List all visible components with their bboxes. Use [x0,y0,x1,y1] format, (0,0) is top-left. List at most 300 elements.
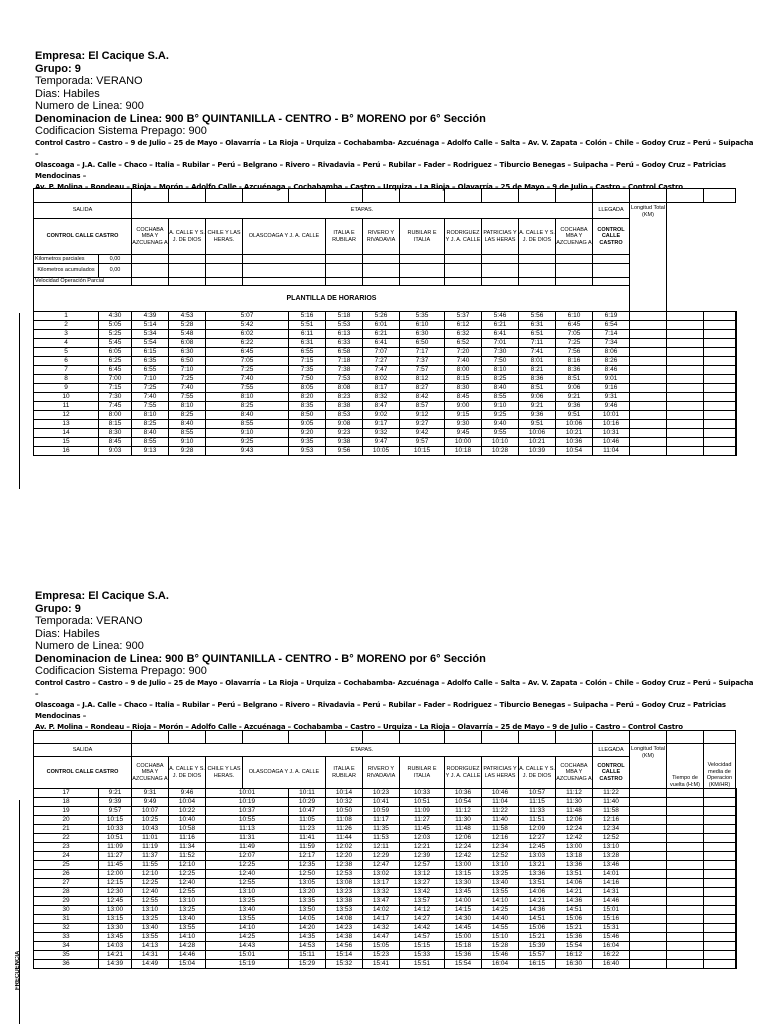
stop-header: CHILE Y LAS HERAS. [206,757,243,789]
time-cell: 13:53 [326,906,363,915]
time-cell: 14:01 [593,870,630,879]
time-cell: 12:52 [593,834,630,843]
time-cell: 9:21 [556,393,593,402]
empty-cell [667,951,704,960]
time-cell: 12:42 [556,834,593,843]
time-cell: 12:55 [169,888,206,897]
time-cell: 6:45 [99,366,132,375]
time-cell: 10:10 [482,438,519,447]
time-cell: 16:22 [593,951,630,960]
time-cell: 9:17 [363,420,400,429]
time-cell: 15:05 [363,942,400,951]
stop-header: COCHABA MBA Y AZCUENAG A [556,219,593,255]
time-cell: 7:15 [289,357,326,366]
time-cell: 7:05 [556,330,593,339]
empty-cell [704,366,736,375]
time-cell: 7:27 [363,357,400,366]
time-cell: 8:25 [132,420,169,429]
time-cell: 14:06 [519,888,556,897]
empty-cell [736,852,737,861]
time-cell: 9:28 [169,447,206,456]
time-cell: 10:06 [556,420,593,429]
time-cell: 12:00 [99,870,132,879]
empty-cell [667,942,704,951]
time-cell: 15:16 [593,915,630,924]
time-cell: 7:25 [169,375,206,384]
row-number: 21 [34,825,99,834]
time-cell: 10:18 [445,447,482,456]
time-cell: 12:20 [326,852,363,861]
time-cell: 8:38 [326,402,363,411]
time-cell: 5:26 [363,312,400,321]
time-cell: 9:51 [519,420,556,429]
schedule-table-1 [33,188,738,456]
time-cell: 8:40 [482,384,519,393]
time-cell: 8:30 [99,429,132,438]
etapas-header: ETAPAS. [132,203,593,219]
time-cell: 7:05 [206,357,289,366]
time-cell: 13:51 [556,870,593,879]
time-cell: 13:36 [556,861,593,870]
time-cell: 15:33 [400,951,445,960]
empty-cell [704,798,736,807]
numero-linea: Numero de Linea: 900 [35,640,144,652]
time-cell: 10:59 [363,807,400,816]
stop-header: PATRICIAS Y LAS HERAS [482,219,519,255]
denominacion: Denominacion de Linea: 900 B° QUINTANILLA - CENTRO - B° MORENO por 6° Sección [35,652,486,665]
time-cell: 12:25 [169,870,206,879]
empty-cell [736,411,737,420]
empty-cell [704,825,736,834]
empty-cell [736,879,737,888]
time-cell: 9:51 [556,411,593,420]
time-cell: 5:46 [482,312,519,321]
time-cell: 13:35 [289,897,326,906]
row-number: 36 [34,960,99,969]
time-cell: 11:22 [482,807,519,816]
empty-cell [667,366,704,375]
time-cell: 8:23 [326,393,363,402]
llegada-stop: CONTROL CALLE CASTRO [593,757,630,789]
row-number: 3 [34,330,99,339]
time-cell: 8:25 [206,402,289,411]
time-cell: 15:29 [289,960,326,969]
table-row [34,366,738,375]
time-cell: 9:31 [593,393,630,402]
schedule-table-2 [33,730,737,969]
time-cell: 6:55 [289,348,326,357]
time-cell: 11:05 [289,816,326,825]
control-calle-castro: CONTROL CALLE CASTRO [34,757,132,789]
time-cell: 6:31 [519,321,556,330]
empty-cell [630,393,667,402]
time-cell: 15:00 [445,933,482,942]
table-row [34,402,738,411]
time-cell: 15:01 [593,906,630,915]
time-cell: 7:47 [363,366,400,375]
etapas-header: ETAPAS. [132,744,593,757]
time-cell: 13:50 [289,906,326,915]
numero-linea: Numero de Linea: 900 [35,100,144,112]
empty-cell [667,825,704,834]
time-cell: 15:51 [400,960,445,969]
time-cell: 4:39 [132,312,169,321]
time-cell: 12:40 [169,879,206,888]
time-cell: 10:25 [132,816,169,825]
time-cell: 7:25 [132,384,169,393]
time-cell: 9:43 [206,447,289,456]
stop-header: ITALIA E RUBILAR [326,757,363,789]
time-cell: 8:15 [445,375,482,384]
time-cell: 13:00 [99,906,132,915]
row-number: 27 [34,879,99,888]
time-cell: 10:11 [289,789,326,798]
time-cell: 13:40 [206,906,289,915]
time-cell: 9:23 [326,429,363,438]
empty-cell [704,852,736,861]
time-cell: 8:35 [289,402,326,411]
row-number: 23 [34,843,99,852]
time-cell: 12:42 [445,852,482,861]
empty-cell [630,861,667,870]
table-row [34,411,738,420]
stop-header: RUBILAR E ITALIA [400,757,445,789]
time-cell: 7:50 [482,357,519,366]
time-cell: 15:54 [556,942,593,951]
time-cell: 15:54 [445,960,482,969]
time-cell: 6:58 [326,348,363,357]
empty-cell [704,861,736,870]
time-cell: 10:06 [519,429,556,438]
time-cell: 5:48 [169,330,206,339]
time-cell: 9:00 [445,402,482,411]
empty-cell [630,915,667,924]
time-cell: 14:10 [482,897,519,906]
time-cell: 6:10 [556,312,593,321]
time-cell: 13:51 [519,879,556,888]
table-row [34,843,737,852]
empty-cell [667,852,704,861]
time-cell: 10:47 [289,807,326,816]
time-cell: 14:51 [519,915,556,924]
time-cell: 8:10 [169,402,206,411]
table-row [34,924,737,933]
time-cell: 13:00 [556,843,593,852]
empty-cell [667,438,704,447]
time-cell: 13:25 [206,897,289,906]
table-row [34,861,737,870]
row-number: 29 [34,897,99,906]
longitud-header: Longitud Total (KM) [630,203,667,312]
time-cell: 14:31 [132,951,169,960]
row-number: 14 [34,429,99,438]
empty-cell [630,897,667,906]
time-cell: 11:30 [556,798,593,807]
time-cell: 8:21 [519,366,556,375]
empty-cell [736,807,737,816]
time-cell: 9:39 [99,798,132,807]
time-cell: 8:06 [593,348,630,357]
time-cell: 9:46 [593,402,630,411]
time-cell: 8:25 [482,375,519,384]
time-cell: 14:39 [99,960,132,969]
recorrido-line: Olascoaga – J.A. Calle – Chaco – Italia – Rubilar – Perú – Belgrano – Rivero – Rivadavia – Perú – Rubilar – Fader – Rodriguez – Tiburcio Benegas – Suipacha – Perú – Godoy Cruz – Patricias Mendocinas – [35,700,726,720]
time-cell: 12:11 [363,843,400,852]
empty-cell [704,870,736,879]
time-cell: 14:32 [363,924,400,933]
empty-cell [667,870,704,879]
time-cell: 9:02 [363,411,400,420]
time-cell: 13:17 [363,879,400,888]
time-cell: 7:20 [445,348,482,357]
time-cell: 8:15 [99,420,132,429]
row-number: 30 [34,906,99,915]
time-cell: 16:04 [482,960,519,969]
empty-cell [736,447,737,456]
time-cell: 7:53 [326,375,363,384]
header-block-1 [35,50,755,193]
time-cell: 5:35 [400,312,445,321]
time-cell: 13:10 [206,888,289,897]
time-cell: 12:47 [363,861,400,870]
table-row [34,825,737,834]
time-cell: 10:33 [99,825,132,834]
time-cell: 14:40 [482,915,519,924]
time-cell: 7:56 [556,348,593,357]
time-cell: 14:23 [326,924,363,933]
row-number: 6 [34,357,99,366]
empty-cell [704,348,736,357]
empty-cell [630,348,667,357]
row-number: 35 [34,951,99,960]
table-row [34,384,738,393]
time-cell: 11:49 [206,843,289,852]
row-number: 25 [34,861,99,870]
time-cell: 11:17 [363,816,400,825]
time-cell: 7:10 [169,366,206,375]
time-cell: 10:15 [400,447,445,456]
time-cell: 7:07 [363,348,400,357]
time-cell: 8:02 [363,375,400,384]
empty-cell [667,933,704,942]
time-cell: 14:31 [593,888,630,897]
empty-cell [667,420,704,429]
codificacion: Codificacion Sistema Prepago: 900 [35,125,207,137]
denominacion: Denominacion de Linea: 900 B° QUINTANILLA - CENTRO - B° MORENO por 6° Sección [35,112,486,125]
empty-cell [704,384,736,393]
time-cell: 9:06 [519,393,556,402]
empty-cell [736,384,737,393]
empty-cell [667,798,704,807]
time-cell: 5:53 [326,321,363,330]
time-cell: 8:32 [363,393,400,402]
time-cell: 5:05 [99,321,132,330]
table-row [34,870,737,879]
table-row [34,357,738,366]
time-cell: 6:50 [400,339,445,348]
time-cell: 13:23 [326,888,363,897]
time-cell: 12:06 [556,816,593,825]
time-cell: 14:25 [206,933,289,942]
time-cell: 13:20 [289,888,326,897]
time-cell: 15:21 [519,933,556,942]
time-cell: 9:36 [556,402,593,411]
time-cell: 14:56 [326,942,363,951]
time-cell: 9:21 [519,402,556,411]
empty-cell [736,933,737,942]
time-cell: 13:25 [132,915,169,924]
time-cell: 9:57 [99,807,132,816]
time-cell: 10:41 [363,798,400,807]
row-number: 11 [34,402,99,411]
time-cell: 9:53 [289,447,326,456]
time-cell: 7:01 [482,339,519,348]
time-cell: 14:17 [363,915,400,924]
time-cell: 14:06 [556,879,593,888]
time-cell: 13:10 [132,906,169,915]
time-cell: 11:26 [326,825,363,834]
time-cell: 9:35 [289,438,326,447]
time-cell: 14:38 [326,933,363,942]
time-cell: 5:16 [289,312,326,321]
time-cell: 6:12 [445,321,482,330]
time-cell: 11:53 [363,834,400,843]
empty-cell [704,942,736,951]
time-cell: 13:38 [326,897,363,906]
time-cell: 14:51 [556,906,593,915]
empty-cell [630,807,667,816]
time-cell: 12:02 [326,843,363,852]
empty-cell [704,915,736,924]
empty-cell [667,330,704,339]
time-cell: 10:01 [593,411,630,420]
empty-cell [704,960,736,969]
empty-cell [630,852,667,861]
time-cell: 9:21 [99,789,132,798]
time-cell: 7:15 [99,384,132,393]
time-cell: 13:05 [289,879,326,888]
velocidad-media-header: Velocidad media de Operacion (KM/HR) [704,744,736,789]
row-number: 12 [34,411,99,420]
stop-header: COCHABA MBA Y AZCUENAG A [132,757,169,789]
time-cell: 11:12 [445,807,482,816]
time-cell: 13:00 [445,861,482,870]
time-cell: 11:23 [289,825,326,834]
time-cell: 9:20 [289,429,326,438]
empty-cell [667,348,704,357]
time-cell: 11:41 [289,834,326,843]
empty-cell [667,843,704,852]
time-cell: 5:54 [132,339,169,348]
time-cell: 8:10 [206,393,289,402]
empty-cell [704,357,736,366]
time-cell: 8:36 [556,366,593,375]
time-cell: 14:08 [326,915,363,924]
time-cell: 14:05 [289,915,326,924]
time-cell: 11:51 [519,816,556,825]
time-cell: 14:35 [289,933,326,942]
empty-cell [736,951,737,960]
empty-cell [667,384,704,393]
time-cell: 13:28 [593,852,630,861]
km-acumulados-label: Kilometros acumulados [34,264,99,278]
time-cell: 14:15 [445,906,482,915]
time-cell: 16:40 [593,960,630,969]
time-cell: 6:19 [593,312,630,321]
empty-cell [736,861,737,870]
time-cell: 11:08 [326,816,363,825]
time-cell: 10:31 [593,429,630,438]
time-cell: 7:35 [289,366,326,375]
time-cell: 11:15 [519,798,556,807]
time-cell: 6:02 [206,330,289,339]
km-parciales-label: Kilometros parciales [34,255,99,264]
time-cell: 14:25 [482,906,519,915]
time-cell: 6:08 [169,339,206,348]
salida-header: SALIDA [34,203,132,219]
row-number: 28 [34,888,99,897]
time-cell: 11:16 [169,834,206,843]
time-cell: 14:28 [169,942,206,951]
time-cell: 9:25 [482,411,519,420]
time-cell: 6:22 [206,339,289,348]
time-cell: 13:21 [519,861,556,870]
time-cell: 9:30 [445,420,482,429]
control-calle-castro: CONTROL CALLE CASTRO [34,219,132,255]
time-cell: 14:36 [556,897,593,906]
time-cell: 13:55 [206,915,289,924]
time-cell: 13:08 [326,879,363,888]
time-cell: 8:12 [400,375,445,384]
time-cell: 12:24 [445,843,482,852]
time-cell: 6:05 [99,348,132,357]
time-cell: 6:33 [326,339,363,348]
empty-cell [704,843,736,852]
time-cell: 11:58 [593,807,630,816]
recorrido-line: Control Castro – Castro – 9 de Julio – 25 de Mayo – Olavarría – La Rioja – Urquiza – Cochabamba- Azcuénaga – Adolfo Calle – Salta – Av. V. Zapata – Colón – Chile – Godoy Cruz – Perú – Suipacha – [35,678,754,698]
time-cell: 15:06 [556,915,593,924]
time-cell: 13:10 [169,897,206,906]
time-cell: 12:30 [99,888,132,897]
time-cell: 9:32 [363,429,400,438]
empty-cell [736,825,737,834]
table-row [34,438,738,447]
time-cell: 14:21 [556,888,593,897]
empty-cell [736,960,737,969]
time-cell: 11:40 [482,816,519,825]
time-cell: 13:57 [400,897,445,906]
time-cell: 8:53 [326,411,363,420]
time-cell: 11:55 [132,861,169,870]
time-cell: 13:12 [400,870,445,879]
row-number: 17 [34,789,99,798]
empty-cell [630,879,667,888]
time-cell: 8:10 [482,366,519,375]
time-cell: 7:17 [400,348,445,357]
time-cell: 8:40 [169,420,206,429]
row-number: 5 [34,348,99,357]
time-cell: 15:36 [556,933,593,942]
time-cell: 11:04 [482,798,519,807]
time-cell: 11:27 [400,816,445,825]
time-cell: 8:46 [593,366,630,375]
time-cell: 10:28 [482,447,519,456]
time-cell: 9:42 [400,429,445,438]
table-row [34,330,738,339]
time-cell: 12:10 [169,861,206,870]
plantilla-header: PLANTILLA DE HORARIOS [34,286,630,312]
empty-cell [704,888,736,897]
